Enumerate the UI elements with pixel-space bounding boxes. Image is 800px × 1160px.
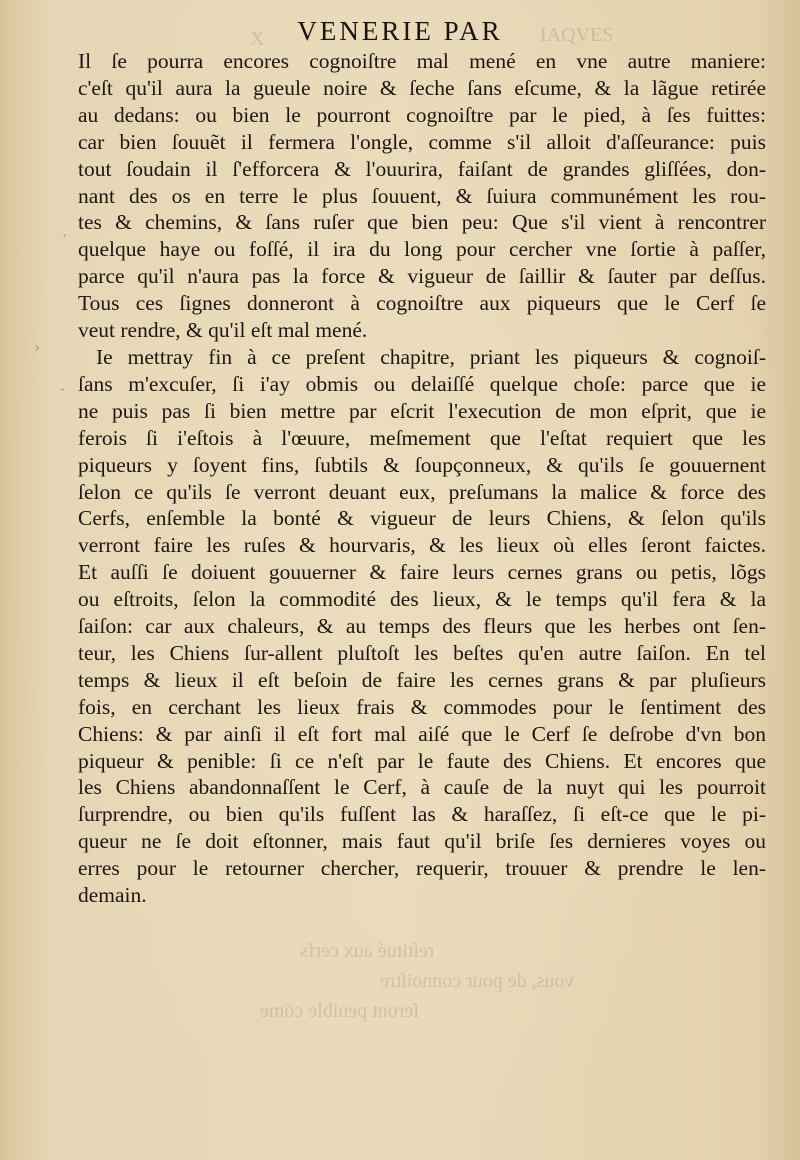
text-line: Ie mettray fin à ce preſent chapitre, priant les piqueurs & cognoiſ- [96, 344, 766, 369]
text-line: fois, en cerchant les lieux frais & commodes pour le ſentiment des [78, 694, 766, 719]
text-line: tout ſoudain il ſ'efforcera & l'ouurira, faiſant de grandes gliſſées, don- [78, 156, 766, 181]
text-line: Et auſſi ſe doiuent gouuerner & faire leurs cernes grans ou petis, lõgs [78, 560, 766, 585]
text-line: queur ne ſe doit eſtonner, mais faut qu'il briſe ſes dernieres voyes ou [78, 829, 766, 854]
text-line: les Chiens abandonnaſſent le Cerf, à cauſe de la nuyt qui les pourroit [78, 775, 766, 800]
text-line: piqueurs y ſoyent fins, ſubtils & ſoupçonneux, & qu'ils ſe gouuernent [78, 452, 766, 477]
text-line: teur, les Chiens ſur-allent pluſtoſt les beſtes qu'en autre ſaiſon. En tel [78, 640, 766, 665]
show-through-text-lower: reſtitué aux cerfs [300, 940, 435, 962]
text-line: temps & lieux il eſt beſoin de faire les cernes grans & par pluſieurs [78, 667, 766, 692]
margin-speck: · [60, 380, 66, 399]
main-text [78, 48, 766, 909]
text-line: c'eſt qu'il aura la gueule noire & ſeche ſans eſcume, & la lãgue retirée [78, 75, 766, 100]
text-line: au dedans: ou bien le pourront cognoiſtre par le pied, à ſes fuittes: [78, 102, 766, 127]
text-line: veut rendre, & qu'il eſt mal mené. [78, 318, 368, 343]
text-line: tes & chemins, & ſans ruſer que bien peu: Que s'il vient à rencontrer [78, 210, 766, 235]
show-through-text-lower-2: vous, de pour connoiſtre [380, 970, 575, 992]
text-line: demain. [78, 883, 147, 908]
text-line: nant des os en terre le plus ſouuent, & ſuiura communément les rou- [78, 183, 766, 208]
paragraph-2 [78, 344, 766, 909]
show-through-text-top-right: IAQVES [540, 24, 614, 46]
text-line: ne puis pas ſi bien mettre par eſcrit l'execution de mon eſprit, que ie [78, 398, 766, 423]
text-line: ſans m'excuſer, ſi i'ay obmis ou delaiſſé quelque choſe: parce que ie [78, 371, 766, 396]
text-line: erres pour le retourner chercher, requerir, trouuer & prendre le len- [78, 856, 766, 881]
margin-speck: · [62, 226, 68, 245]
text-line: car bien ſouuẽt il fermera l'ongle, comme s'il alloit d'aſſeurance: puis [78, 129, 766, 154]
text-line: ferois ſi i'eſtois à l'œuure, meſmement que l'eſtat requiert que les [78, 425, 766, 450]
text-line: Chiens: & par ainſi il eſt fort mal aiſé que le Cerf ſe deſrobe d'vn bon [78, 721, 766, 746]
text-line: ſelon ce qu'ils ſe verront deuant eux, preſumans la malice & force des [78, 479, 766, 504]
show-through-text-lower-3: ſeront penible cōme [260, 1000, 419, 1022]
text-line: piqueur & penible: ſi ce n'eſt par le faute des Chiens. Et encores que [78, 748, 766, 773]
text-line: ſaiſon: car aux chaleurs, & au temps des fleurs que les herbes ont ſen- [78, 614, 766, 639]
paragraph-1 [78, 48, 766, 344]
show-through-text-top: X [250, 28, 265, 50]
text-line: parce qu'il n'aura pas la force & vigueur de ſaillir & ſauter par deſſus. [78, 264, 766, 289]
margin-speck: › [34, 338, 41, 357]
text-line: verront faire les ruſes & hourvaris, & les lieux où elles ſeront faictes. [78, 533, 766, 558]
text-line: Tous ces ſignes donneront à cognoiſtre aux piqueurs que le Cerf ſe [78, 291, 766, 316]
text-line: ou eſtroits, ſelon la commodité des lieux, & le temps qu'il fera & la [78, 587, 766, 612]
running-head: VENERIE PAR [297, 16, 503, 46]
text-line: Cerfs, enſemble la bonté & vigueur de leurs Chiens, & ſelon qu'ils [78, 506, 766, 531]
text-line: quelque haye ou foſſé, il ira du long pour cercher vne ſortie à paſſer, [78, 237, 766, 262]
text-line: ſurprendre, ou bien qu'ils fuſſent las & haraſſez, ſi eſt-ce que le pi- [78, 802, 766, 827]
text-line: Il ſe pourra encores cognoiſtre mal mené en vne autre maniere: [78, 49, 766, 73]
